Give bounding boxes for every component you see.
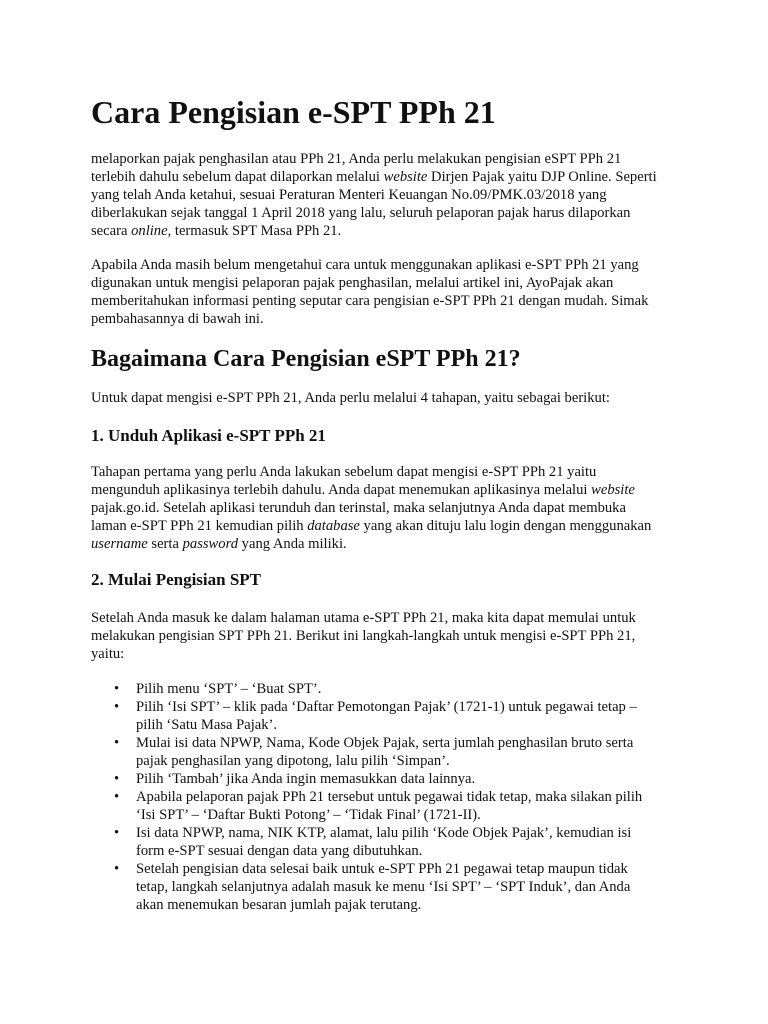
text-line: Apabila Anda masih belum mengetahui cara untuk menggunakan aplikasi e-SPT PPh 21 yang [91, 257, 639, 273]
list-item [91, 698, 683, 734]
list-item [91, 860, 683, 914]
text-line: yang telah Anda ketahui, sesuai Peraturan Menteri Keuangan No.09/PMK.03/2018 yang [91, 187, 607, 203]
italic-text: website [591, 482, 635, 498]
intro-paragraph [91, 150, 683, 240]
section-intro-paragraph [91, 389, 683, 407]
italic-text: website [383, 169, 428, 185]
list-item [91, 734, 683, 770]
text-line: mengunduh aplikasinya terlebih dahulu. Anda dapat menemukan aplikasinya melalui website [91, 482, 635, 498]
list-item [91, 680, 683, 698]
step2-heading: 2. Mulai Pengisian SPT [91, 570, 262, 589]
list-item [91, 788, 683, 824]
bullet-icon: • [114, 789, 120, 805]
bullet-icon: • [114, 771, 120, 787]
bullet-icon: • [114, 735, 120, 751]
text-line: Setelah Anda masuk ke dalam halaman utama e-SPT PPh 21, maka kita dapat memulai untuk [91, 610, 636, 626]
text-line: secara online, termasuk SPT Masa PPh 21. [91, 223, 342, 239]
text-line: Mulai isi data NPWP, Nama, Kode Objek Pajak, serta jumlah penghasilan bruto serta [136, 735, 634, 751]
italic-text: database [307, 518, 360, 534]
step1-heading: 1. Unduh Aplikasi e-SPT PPh 21 [91, 426, 326, 445]
text-line: Apabila pelaporan pajak PPh 21 tersebut untuk pegawai tidak tetap, maka silakan pilih [136, 789, 643, 805]
text-line: Untuk dapat mengisi e-SPT PPh 21, Anda perlu melalui 4 tahapan, yaitu sebagai berikut: [91, 390, 610, 406]
text-line: pajak.go.id. Setelah aplikasi terunduh dan terinstal, maka selanjutnya Anda dapat membuka [91, 500, 626, 516]
text-line: Pilih ‘Isi SPT’ – klik pada ‘Daftar Pemotongan Pajak’ (1721-1) untuk pegawai tetap – [136, 699, 637, 715]
steps-list [91, 680, 683, 914]
step1-paragraph [91, 463, 683, 553]
page-title: Cara Pengisian e-SPT PPh 21 [91, 94, 496, 130]
text-line: memberitahukan informasi penting seputar cara pengisian e-SPT PPh 21 dengan mudah. Simak [91, 293, 649, 309]
text-line: laman e-SPT PPh 21 kemudian pilih database yang akan dituju lalu login dengan menggunakan [91, 518, 652, 534]
text-line: yaitu: [91, 646, 125, 662]
italic-text: online [131, 223, 168, 239]
italic-text: password [182, 536, 239, 552]
text-line: diberlakukan sejak tanggal 1 April 2018 yang lalu, seluruh pelaporan pajak harus dilaporkan [91, 205, 631, 221]
bullet-icon: • [114, 825, 120, 841]
text-line: akan menemukan besaran jumlah pajak terutang. [136, 897, 422, 913]
list-item [91, 770, 683, 788]
text-line: Tahapan pertama yang perlu Anda lakukan sebelum dapat mengisi e-SPT PPh 21 yaitu [91, 464, 597, 480]
text-line: username serta password yang Anda miliki. [91, 536, 347, 552]
text-line: ‘Isi SPT’ – ‘Daftar Bukti Potong’ – ‘Tidak Final’ (1721-II). [136, 807, 481, 823]
text-line: pilih ‘Satu Masa Pajak’. [136, 717, 278, 733]
text-line: Pilih menu ‘SPT’ – ‘Buat SPT’. [136, 681, 322, 697]
bullet-icon: • [114, 681, 120, 697]
italic-text: username [91, 536, 148, 552]
text-line: pajak penghasilan yang dipotong, lalu pilih ‘Simpan’. [136, 753, 450, 769]
text-line: digunakan untuk mengisi pelaporan pajak penghasilan, melalui artikel ini, AyoPajak akan [91, 275, 614, 291]
intro-paragraph-2 [91, 256, 683, 328]
step2-paragraph [91, 609, 683, 663]
text-line: Isi data NPWP, nama, NIK KTP, alamat, lalu pilih ‘Kode Objek Pajak’, kemudian isi [136, 825, 632, 841]
text-line: Setelah pengisian data selesai baik untuk e-SPT PPh 21 pegawai tetap maupun tidak [136, 861, 628, 877]
text-line: melaporkan pajak penghasilan atau PPh 21, Anda perlu melakukan pengisian eSPT PPh 21 [91, 151, 622, 167]
text-line: melakukan pengisian SPT PPh 21. Berikut ini langkah-langkah untuk mengisi e-SPT PPh 21, [91, 628, 636, 644]
text-line: form e-SPT sesuai dengan data yang dibutuhkan. [136, 843, 423, 859]
list-item [91, 824, 683, 860]
text-line: pembahasannya di bawah ini. [91, 311, 264, 327]
text-line: tetap, langkah selanjutnya adalah masuk ke menu ‘Isi SPT’ – ‘SPT Induk’, dan Anda [136, 879, 631, 895]
text-line: Pilih ‘Tambah’ jika Anda ingin memasukkan data lainnya. [136, 771, 476, 787]
section-heading: Bagaimana Cara Pengisian eSPT PPh 21? [91, 346, 521, 372]
bullet-icon: • [114, 861, 120, 877]
text-line: terlebih dahulu sebelum dapat dilaporkan melalui website Dirjen Pajak yaitu DJP Online. Seperti [91, 169, 657, 185]
bullet-icon: • [114, 699, 120, 715]
